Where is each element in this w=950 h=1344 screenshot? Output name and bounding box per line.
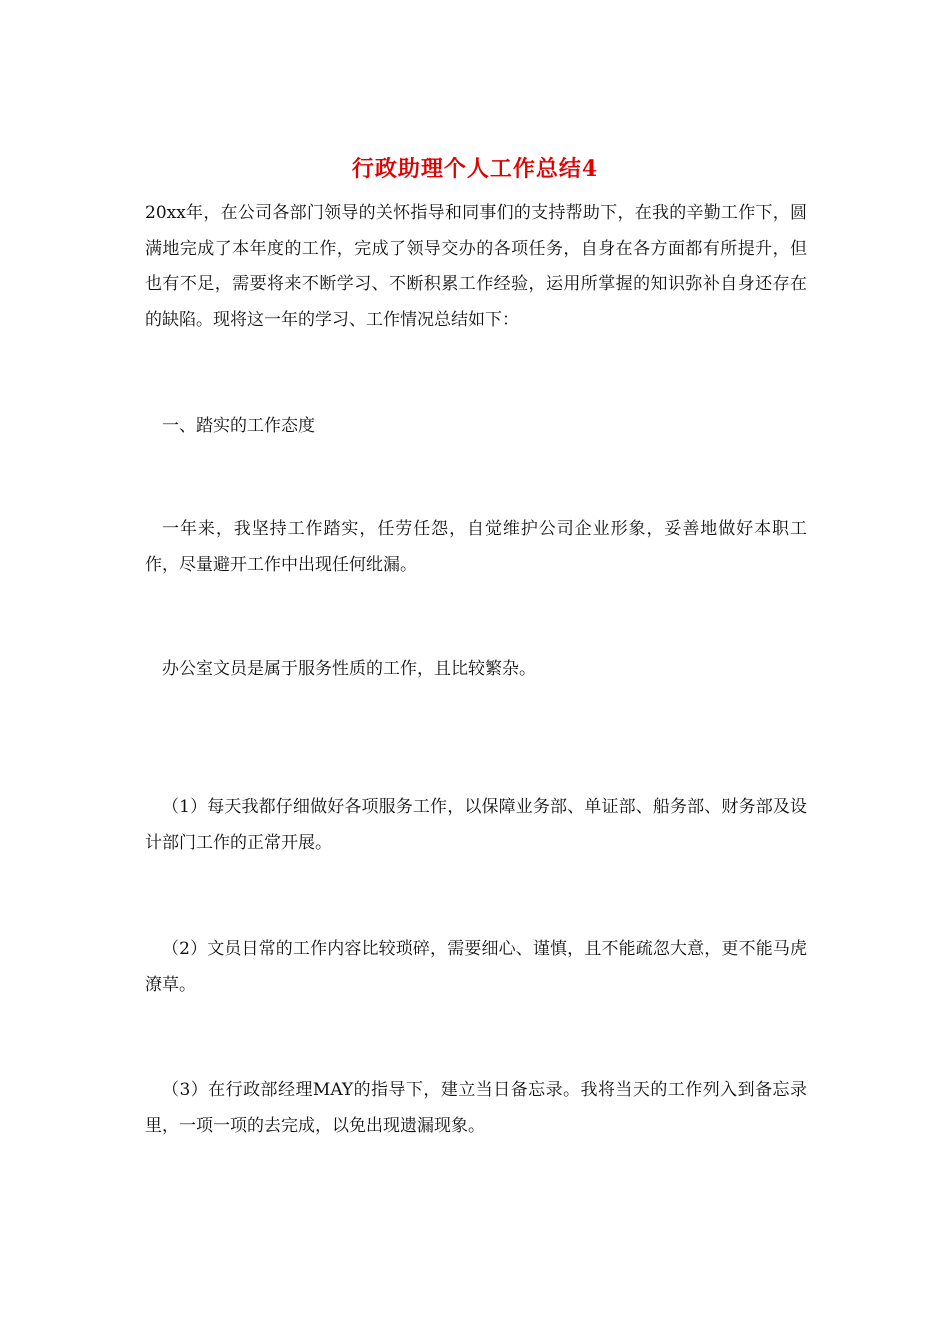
- list-item-1: （1）每天我都仔细做好各项服务工作，以保障业务部、单证部、船务部、财务部及设计部门工作的正常开展。: [145, 797, 807, 853]
- section-heading: 一、踏实的工作态度: [162, 416, 315, 436]
- document-title: 行政助理个人工作总结4: [351, 156, 599, 182]
- body-paragraph-2: 办公室文员是属于服务性质的工作，且比较繁杂。: [162, 659, 536, 679]
- body-paragraph-1: 一年来，我坚持工作踏实，任劳任怨，自觉维护公司企业形象，妥善地做好本职工作，尽量避开工作中出现任何纰漏。: [145, 519, 807, 575]
- list-item-2: （2）文员日常的工作内容比较琐碎，需要细心、谨慎，且不能疏忽大意，更不能马虎潦草。: [145, 939, 807, 995]
- list-item-3: （3）在行政部经理MAY的指导下，建立当日备忘录。我将当天的工作列入到备忘录里，一项一项的去完成，以免出现遗漏现象。: [145, 1080, 807, 1136]
- intro-paragraph: 20xx年，在公司各部门领导的关怀指导和同事们的支持帮助下，在我的辛勤工作下，圆满地完成了本年度的工作，完成了领导交办的各项任务，自身在各方面都有所提升，但也有不足，需要将来不断学习、不断积累工作经验，运用所掌握的知识弥补自身还存在的缺陷。现将这一年的学习、工作情况总结如下：: [145, 203, 807, 330]
